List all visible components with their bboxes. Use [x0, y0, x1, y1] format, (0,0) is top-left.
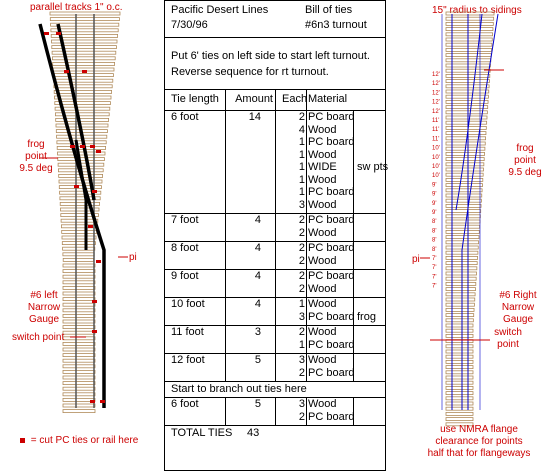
tie	[53, 74, 113, 77]
row-material: PC board	[308, 410, 355, 423]
tie-length-label: 11'	[432, 136, 440, 143]
tie	[61, 219, 98, 222]
row-material: Wood	[308, 298, 337, 310]
cut-mark	[56, 32, 61, 35]
row-each: 4	[298, 123, 305, 136]
tie	[446, 329, 473, 332]
row-each: 2	[298, 242, 305, 254]
row-material: Wood	[308, 123, 337, 136]
row-amount: 14	[248, 111, 261, 123]
tie	[63, 410, 95, 413]
row-amount: 5	[254, 398, 261, 410]
tie	[63, 286, 95, 289]
cut-legend-text: = cut PC ties or rail here	[30, 435, 139, 446]
tie	[446, 293, 475, 296]
tie	[446, 412, 473, 415]
tie-length-label: 12'	[432, 108, 440, 115]
tie	[446, 376, 473, 379]
tie	[446, 17, 494, 20]
row-each: 2	[298, 410, 305, 423]
tie	[446, 199, 481, 202]
left-frog-label-line2: point	[25, 151, 47, 162]
tie	[63, 348, 95, 351]
right-top-label: 15" radius to sidings	[432, 5, 522, 16]
tie	[63, 359, 95, 362]
tie	[446, 350, 473, 353]
tie	[446, 267, 477, 270]
cut-mark	[70, 145, 75, 148]
tie	[55, 102, 111, 105]
right-switch-label	[488, 327, 528, 351]
tie	[446, 282, 476, 285]
tie-length-label: 8'	[432, 219, 437, 226]
row-note: frog	[357, 310, 376, 323]
tie	[446, 189, 482, 192]
tie	[446, 418, 473, 421]
tie	[63, 393, 95, 396]
tie	[446, 298, 475, 301]
tie	[59, 186, 101, 189]
row-material: WIDE	[308, 161, 337, 173]
tie	[63, 253, 94, 256]
right-frog-label	[505, 143, 545, 179]
row-material: Wood	[308, 354, 337, 366]
row-each: 2	[298, 366, 305, 379]
right-turnout-drawing	[390, 0, 552, 472]
tie-length-label: 12'	[432, 72, 440, 78]
tie	[446, 33, 493, 36]
cut-mark	[90, 400, 95, 403]
tie	[62, 230, 97, 233]
row-amount: 4	[254, 298, 261, 310]
row-length: 11 foot	[171, 326, 204, 338]
tie	[62, 236, 96, 239]
tie	[446, 397, 473, 400]
tie	[63, 247, 95, 250]
row-each: 2	[298, 111, 305, 123]
row-each: 1	[298, 338, 305, 351]
row-length: 10 foot	[171, 298, 205, 310]
tie	[50, 18, 119, 21]
tie	[59, 180, 102, 183]
tie	[63, 382, 95, 385]
tie	[446, 12, 494, 15]
row-each: 2	[298, 254, 305, 267]
tie	[446, 314, 474, 317]
cut-mark	[100, 400, 105, 403]
row-note: sw pts	[357, 161, 389, 173]
row-each: 3	[298, 198, 305, 211]
right-frog-label-line1: frog	[516, 143, 534, 154]
left-title-line2: Narrow Gauge	[27, 302, 61, 325]
tie-length-label: 7'	[432, 256, 437, 262]
cut-mark	[44, 32, 49, 35]
tie	[53, 62, 115, 65]
row-each: 1	[298, 186, 305, 198]
right-frog-label-line2: point	[514, 155, 536, 166]
cut-mark	[82, 70, 87, 73]
row-material: Wood	[308, 254, 337, 267]
left-title-line1: #6 left	[30, 290, 58, 301]
row-each: 1	[298, 136, 305, 148]
right-nmra-note-line2: clearance for points	[435, 436, 523, 447]
tie	[446, 386, 473, 389]
tie	[63, 354, 95, 357]
tie	[446, 345, 473, 348]
tie	[63, 365, 95, 368]
tie	[446, 236, 479, 239]
tie	[63, 404, 95, 407]
tie	[446, 366, 473, 369]
bill-title: Bill of ties	[305, 4, 353, 16]
cut-mark	[90, 145, 95, 148]
tie	[446, 194, 482, 197]
tie	[446, 355, 473, 358]
row-length: 9 foot	[171, 270, 199, 282]
row-material: PC board	[308, 270, 355, 282]
tie	[446, 272, 477, 275]
tie	[62, 242, 95, 245]
tie-length-label: 8'	[432, 237, 437, 244]
tie-length-label: 7'	[432, 283, 437, 290]
row-material: PC board	[308, 111, 355, 123]
left-frog-label	[16, 139, 56, 175]
tie-length-label: 9'	[432, 200, 437, 207]
cut-legend	[20, 435, 138, 446]
tie-length-label: 12'	[432, 90, 440, 97]
tie	[52, 57, 115, 60]
tie	[446, 38, 492, 41]
cut-mark	[80, 145, 85, 148]
right-pi-label: pi	[412, 254, 420, 265]
row-each: 1	[298, 148, 305, 161]
tie-length-label: 7'	[432, 265, 437, 272]
cut-mark	[92, 190, 97, 193]
right-frog-label-line3: 9.5 deg	[508, 167, 542, 178]
row-each: 2	[298, 326, 305, 338]
tie	[446, 334, 473, 337]
tie	[446, 28, 493, 31]
tie	[446, 43, 492, 46]
row-each: 3	[298, 354, 305, 366]
row-length: 6 foot	[171, 398, 199, 410]
total-value: 43	[247, 427, 260, 439]
row-amount: 4	[254, 214, 261, 226]
cut-mark	[64, 70, 69, 73]
row-material: PC board	[308, 136, 355, 148]
tie	[63, 387, 95, 390]
tie	[446, 220, 480, 223]
tie-length-label: 11'	[432, 118, 440, 124]
tie	[446, 288, 475, 291]
tie	[446, 371, 473, 374]
row-material: Wood	[308, 173, 337, 186]
tie	[55, 96, 112, 99]
tie	[446, 210, 481, 213]
tie-length-label: 9'	[432, 210, 437, 216]
tie	[50, 12, 120, 15]
tie	[446, 407, 473, 410]
tie-length-label: 12'	[432, 81, 440, 88]
row-amount: 5	[254, 354, 261, 366]
left-top-label: parallel tracks 1" o.c.	[30, 2, 123, 13]
left-pi-label: pi	[129, 252, 137, 263]
tie	[446, 319, 473, 322]
cut-mark	[92, 300, 97, 303]
header-date: 7/30/96	[171, 19, 208, 31]
right-switch-label-line1: switch	[494, 327, 522, 338]
tie-length-label: 10'	[432, 173, 440, 180]
branch-note: Start to branch out ties here	[171, 383, 307, 395]
tie	[63, 326, 95, 329]
row-material: Wood	[308, 198, 337, 211]
tie-length-label: 12'	[432, 99, 440, 106]
cut-mark	[74, 185, 79, 188]
instruction-line1: Put 6' ties on left side to start left turnout.	[171, 50, 370, 62]
right-title-line1: #6 Right	[499, 290, 537, 301]
col-header-amount: Amount	[235, 93, 273, 105]
cut-mark	[88, 225, 93, 228]
row-amount: 3	[254, 326, 261, 338]
tie-length-label: 10'	[432, 154, 440, 161]
total-label: TOTAL TIES	[171, 427, 233, 439]
tie-length-label: 7'	[432, 274, 437, 281]
bill-subtitle: #6n3 turnout	[305, 19, 367, 31]
row-length: 7 foot	[171, 214, 199, 226]
right-nmra-note-line3: half that for flangeways	[427, 448, 531, 459]
cut-mark	[96, 150, 101, 153]
instruction-line2: Reverse sequence for rt turnout.	[171, 66, 329, 78]
tie	[446, 215, 480, 218]
header-line1: Pacific Desert Lines	[171, 4, 269, 16]
tie	[63, 275, 95, 278]
row-each: 2	[298, 226, 305, 239]
tie	[54, 85, 112, 88]
row-amount: 4	[254, 270, 261, 282]
tie	[56, 124, 108, 127]
tie-length-label: 10'	[432, 164, 440, 170]
cut-mark	[96, 260, 101, 263]
left-turnout-drawing	[0, 0, 160, 472]
tie	[446, 48, 492, 51]
tie	[446, 324, 473, 327]
tie	[446, 241, 479, 244]
row-each: 1	[298, 173, 305, 186]
tie	[446, 204, 481, 207]
tie	[446, 381, 473, 384]
row-material: PC board	[308, 338, 355, 351]
col-header-each: Each	[282, 93, 308, 105]
cut-mark	[92, 330, 97, 333]
cut-legend-marker-icon	[20, 438, 25, 443]
tie-length-label: 9'	[432, 182, 437, 189]
left-title	[14, 290, 74, 326]
row-material: Wood	[308, 398, 337, 410]
left-frog-label-line3: 9.5 deg	[19, 163, 53, 174]
tie-length-label: 11'	[432, 127, 440, 134]
bill-of-ties-table	[164, 0, 389, 471]
row-length: 8 foot	[171, 242, 199, 254]
tie	[51, 23, 119, 26]
tie	[446, 303, 474, 306]
tie	[446, 308, 474, 311]
tie	[446, 225, 480, 228]
tie	[446, 277, 476, 280]
tie	[63, 281, 95, 284]
row-each: 1	[298, 298, 305, 310]
tie	[52, 51, 116, 54]
row-each: 2	[298, 214, 305, 226]
right-switch-label-line2: point	[497, 339, 519, 350]
tie	[446, 184, 482, 187]
tie	[446, 230, 479, 233]
row-each: 1	[298, 161, 305, 173]
row-amount: 4	[254, 242, 261, 254]
row-material: PC board	[308, 214, 355, 226]
tie	[63, 264, 95, 267]
row-each: 3	[298, 310, 305, 323]
tie	[446, 402, 473, 405]
col-header-length: Tie length	[171, 93, 219, 105]
row-material: Wood	[308, 326, 337, 338]
row-material: PC board	[308, 310, 355, 323]
row-each: 2	[298, 270, 305, 282]
row-length: 12 foot	[171, 354, 205, 366]
left-frog-label-line1: frog	[27, 139, 45, 150]
row-length: 6 foot	[171, 111, 199, 123]
tie	[446, 54, 491, 57]
row-material: Wood	[308, 148, 337, 161]
tie	[63, 258, 93, 261]
right-title	[486, 290, 550, 326]
tie	[63, 376, 95, 379]
row-material: Wood	[308, 226, 337, 239]
tie	[54, 79, 113, 82]
right-nmra-note-line1: use NMRA flange	[440, 424, 518, 435]
tie	[446, 22, 493, 25]
tie-length-label: 10'	[432, 145, 440, 152]
row-material: PC board	[308, 186, 355, 198]
tie	[63, 331, 95, 334]
row-material: PC board	[308, 242, 355, 254]
row-material: PC board	[308, 366, 355, 379]
tie-length-label: 8'	[432, 228, 437, 235]
tie	[446, 392, 473, 395]
row-each: 3	[298, 398, 305, 410]
tie-length-label: 9'	[432, 191, 437, 198]
tie	[63, 370, 95, 373]
row-each: 2	[298, 282, 305, 295]
col-header-material: Material	[308, 93, 348, 105]
tie	[58, 158, 105, 161]
left-switch-label: switch point	[12, 332, 65, 343]
tie	[446, 360, 473, 363]
tie	[54, 90, 111, 93]
tie	[63, 270, 95, 273]
tie-length-label: 8'	[432, 246, 437, 253]
row-material: Wood	[308, 282, 337, 295]
right-nmra-note	[424, 424, 534, 460]
right-title-line2: Narrow Gauge	[501, 302, 535, 325]
tie	[63, 342, 95, 345]
